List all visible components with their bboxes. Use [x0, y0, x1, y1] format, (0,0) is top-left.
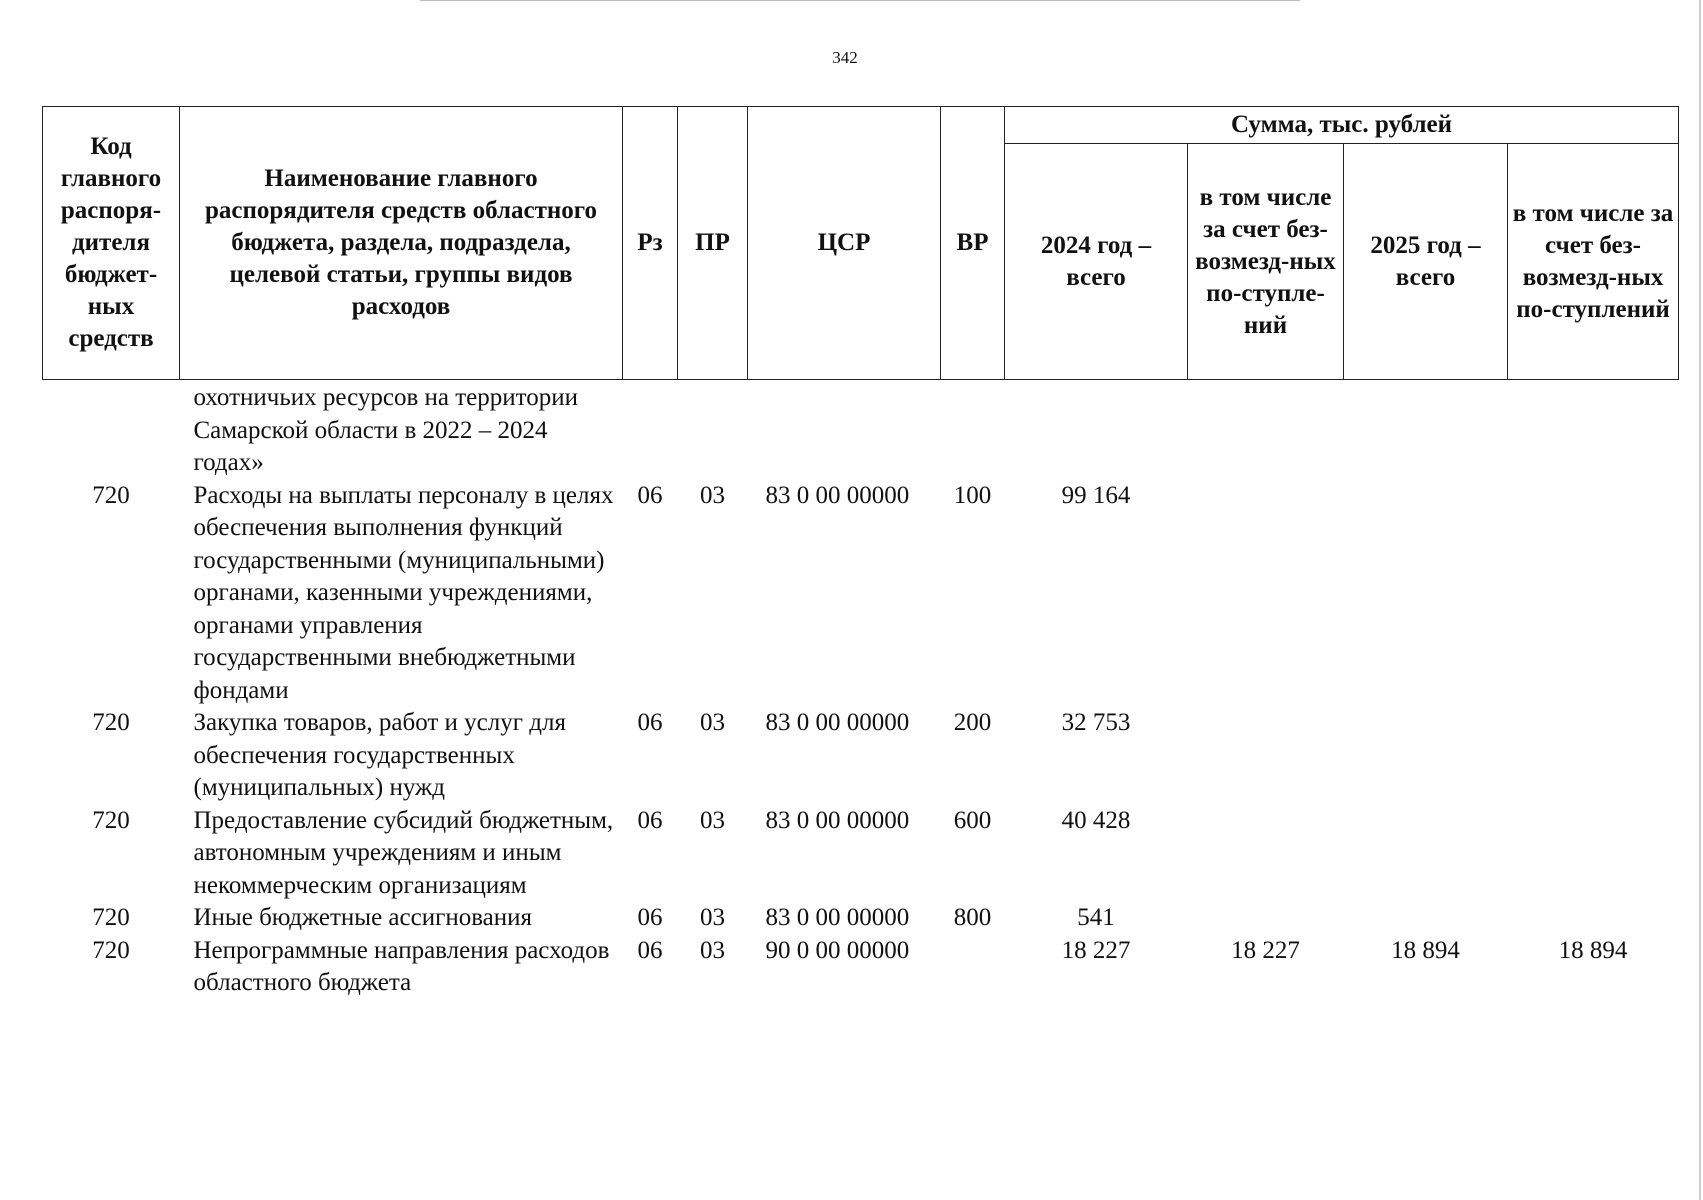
cell-rz: 06: [637, 904, 663, 931]
cell-y2025-total: [1344, 805, 1508, 903]
table-row: [43, 935, 1679, 1000]
header-code: Код главного распоря-дителя бюджет-ных средств: [43, 107, 180, 380]
cell-code: 720: [92, 806, 130, 834]
header-pr: ПР: [678, 107, 748, 380]
cell-rz: 06: [637, 936, 663, 964]
table-body: [43, 380, 1679, 1000]
header-vr: ВР: [941, 107, 1005, 380]
cell-y2024-total: 541: [1077, 904, 1115, 931]
cell-vr: 800: [953, 904, 992, 931]
cell-code: [43, 380, 180, 480]
cell-y2025-free: [1508, 380, 1679, 480]
cell-y2025-total: [1344, 902, 1508, 935]
cell-csr: 90 0 00 00000: [765, 936, 910, 964]
cell-y2024-total: 18 227: [1061, 936, 1131, 964]
cell-pr: 03: [700, 936, 725, 964]
cell-name: Иные бюджетные ассигнования: [193, 904, 533, 931]
header-2025-free: в том числе за счет без-возмезд-ных по-ступлений: [1508, 144, 1679, 380]
cell-vr: 100: [953, 481, 992, 509]
header-name: Наименование главного распорядителя средств областного бюджета, раздела, подраздела, целевой статьи, группы видов расходов: [180, 107, 623, 380]
cell-y2025-free: 18 894: [1558, 936, 1628, 964]
cell-pr: 03: [700, 709, 725, 736]
cell-pr: 03: [700, 481, 725, 509]
cell-y2025-total: 18 894: [1391, 936, 1460, 964]
table-header: [43, 107, 1679, 380]
page-number: 342: [832, 48, 858, 67]
cell-y2024-free: [1188, 902, 1344, 935]
scan-edge-top: [420, 0, 1300, 1]
cell-y2025-free: [1508, 480, 1679, 708]
cell-name: Предоставление субсидий бюджетным, автономным учреждениям и иным некоммерческим организациям: [193, 806, 614, 899]
cell-code: 720: [92, 709, 130, 736]
cell-y2024-total: 99 164: [1061, 481, 1131, 509]
cell-name: Закупка товаров, работ и услуг для обеспечения государственных (муниципальных) нужд: [193, 709, 566, 801]
table-row: [43, 480, 1679, 708]
header-2025-total: 2025 год – всего: [1344, 144, 1508, 380]
cell-pr: [678, 380, 748, 480]
cell-y2025-total: [1344, 380, 1508, 480]
header-sum: Сумма, тыс. рублей: [1005, 107, 1679, 144]
table-row: [43, 380, 1679, 480]
cell-csr: 83 0 00 00000: [765, 709, 910, 736]
cell-rz: 06: [637, 709, 663, 736]
table-row: [43, 707, 1679, 805]
header-2024-free: в том числе за счет без-возмезд-ных по-ступле-ний: [1188, 144, 1344, 380]
cell-y2024-total: [1005, 380, 1188, 480]
header-2024-total: 2024 год – всего: [1005, 144, 1188, 380]
cell-code: 720: [92, 481, 130, 509]
table-row: [43, 902, 1679, 935]
cell-y2025-total: [1344, 480, 1508, 708]
cell-y2025-free: [1508, 902, 1679, 935]
cell-y2025-total: [1344, 707, 1508, 805]
cell-code: 720: [92, 904, 130, 931]
cell-y2025-free: [1508, 805, 1679, 903]
cell-csr: 83 0 00 00000: [765, 904, 910, 931]
budget-table: [42, 106, 1679, 1000]
cell-pr: 03: [700, 806, 725, 834]
cell-y2024-total: 32 753: [1061, 709, 1131, 736]
cell-csr: [748, 380, 941, 480]
cell-y2024-free: [1188, 707, 1344, 805]
cell-rz: [623, 380, 678, 480]
cell-rz: 06: [637, 806, 663, 834]
cell-rz: 06: [637, 481, 663, 509]
cell-name: Расходы на выплаты персоналу в целях обеспечения выполнения функций государственными (муниципальными) органами, казенными учреждениями, органами управления государственными внебюджетными фондами: [193, 481, 614, 704]
cell-y2025-free: [1508, 707, 1679, 805]
cell-vr: 200: [953, 709, 992, 736]
scan-edge-right: [1699, 0, 1701, 1200]
cell-vr: [941, 380, 1005, 480]
cell-pr: 03: [700, 904, 725, 931]
header-csr: ЦСР: [748, 107, 941, 380]
cell-csr: 83 0 00 00000: [765, 481, 910, 509]
table-row: [43, 805, 1679, 903]
cell-name: Непрограммные направления расходов областного бюджета: [193, 936, 610, 996]
cell-y2024-free: [1188, 380, 1344, 480]
cell-csr: 83 0 00 00000: [765, 806, 910, 834]
cell-code: 720: [92, 936, 130, 964]
cell-vr: [941, 935, 1005, 1000]
cell-y2024-free: [1188, 480, 1344, 708]
cell-y2024-free: [1188, 805, 1344, 903]
cell-y2024-total: 40 428: [1061, 806, 1131, 834]
header-rz: Рз: [623, 107, 678, 380]
cell-vr: 600: [953, 806, 992, 834]
cell-y2024-free: 18 227: [1231, 936, 1300, 964]
cell-name: охотничьих ресурсов на территории Самарской области в 2022 – 2024 годах»: [193, 384, 578, 476]
